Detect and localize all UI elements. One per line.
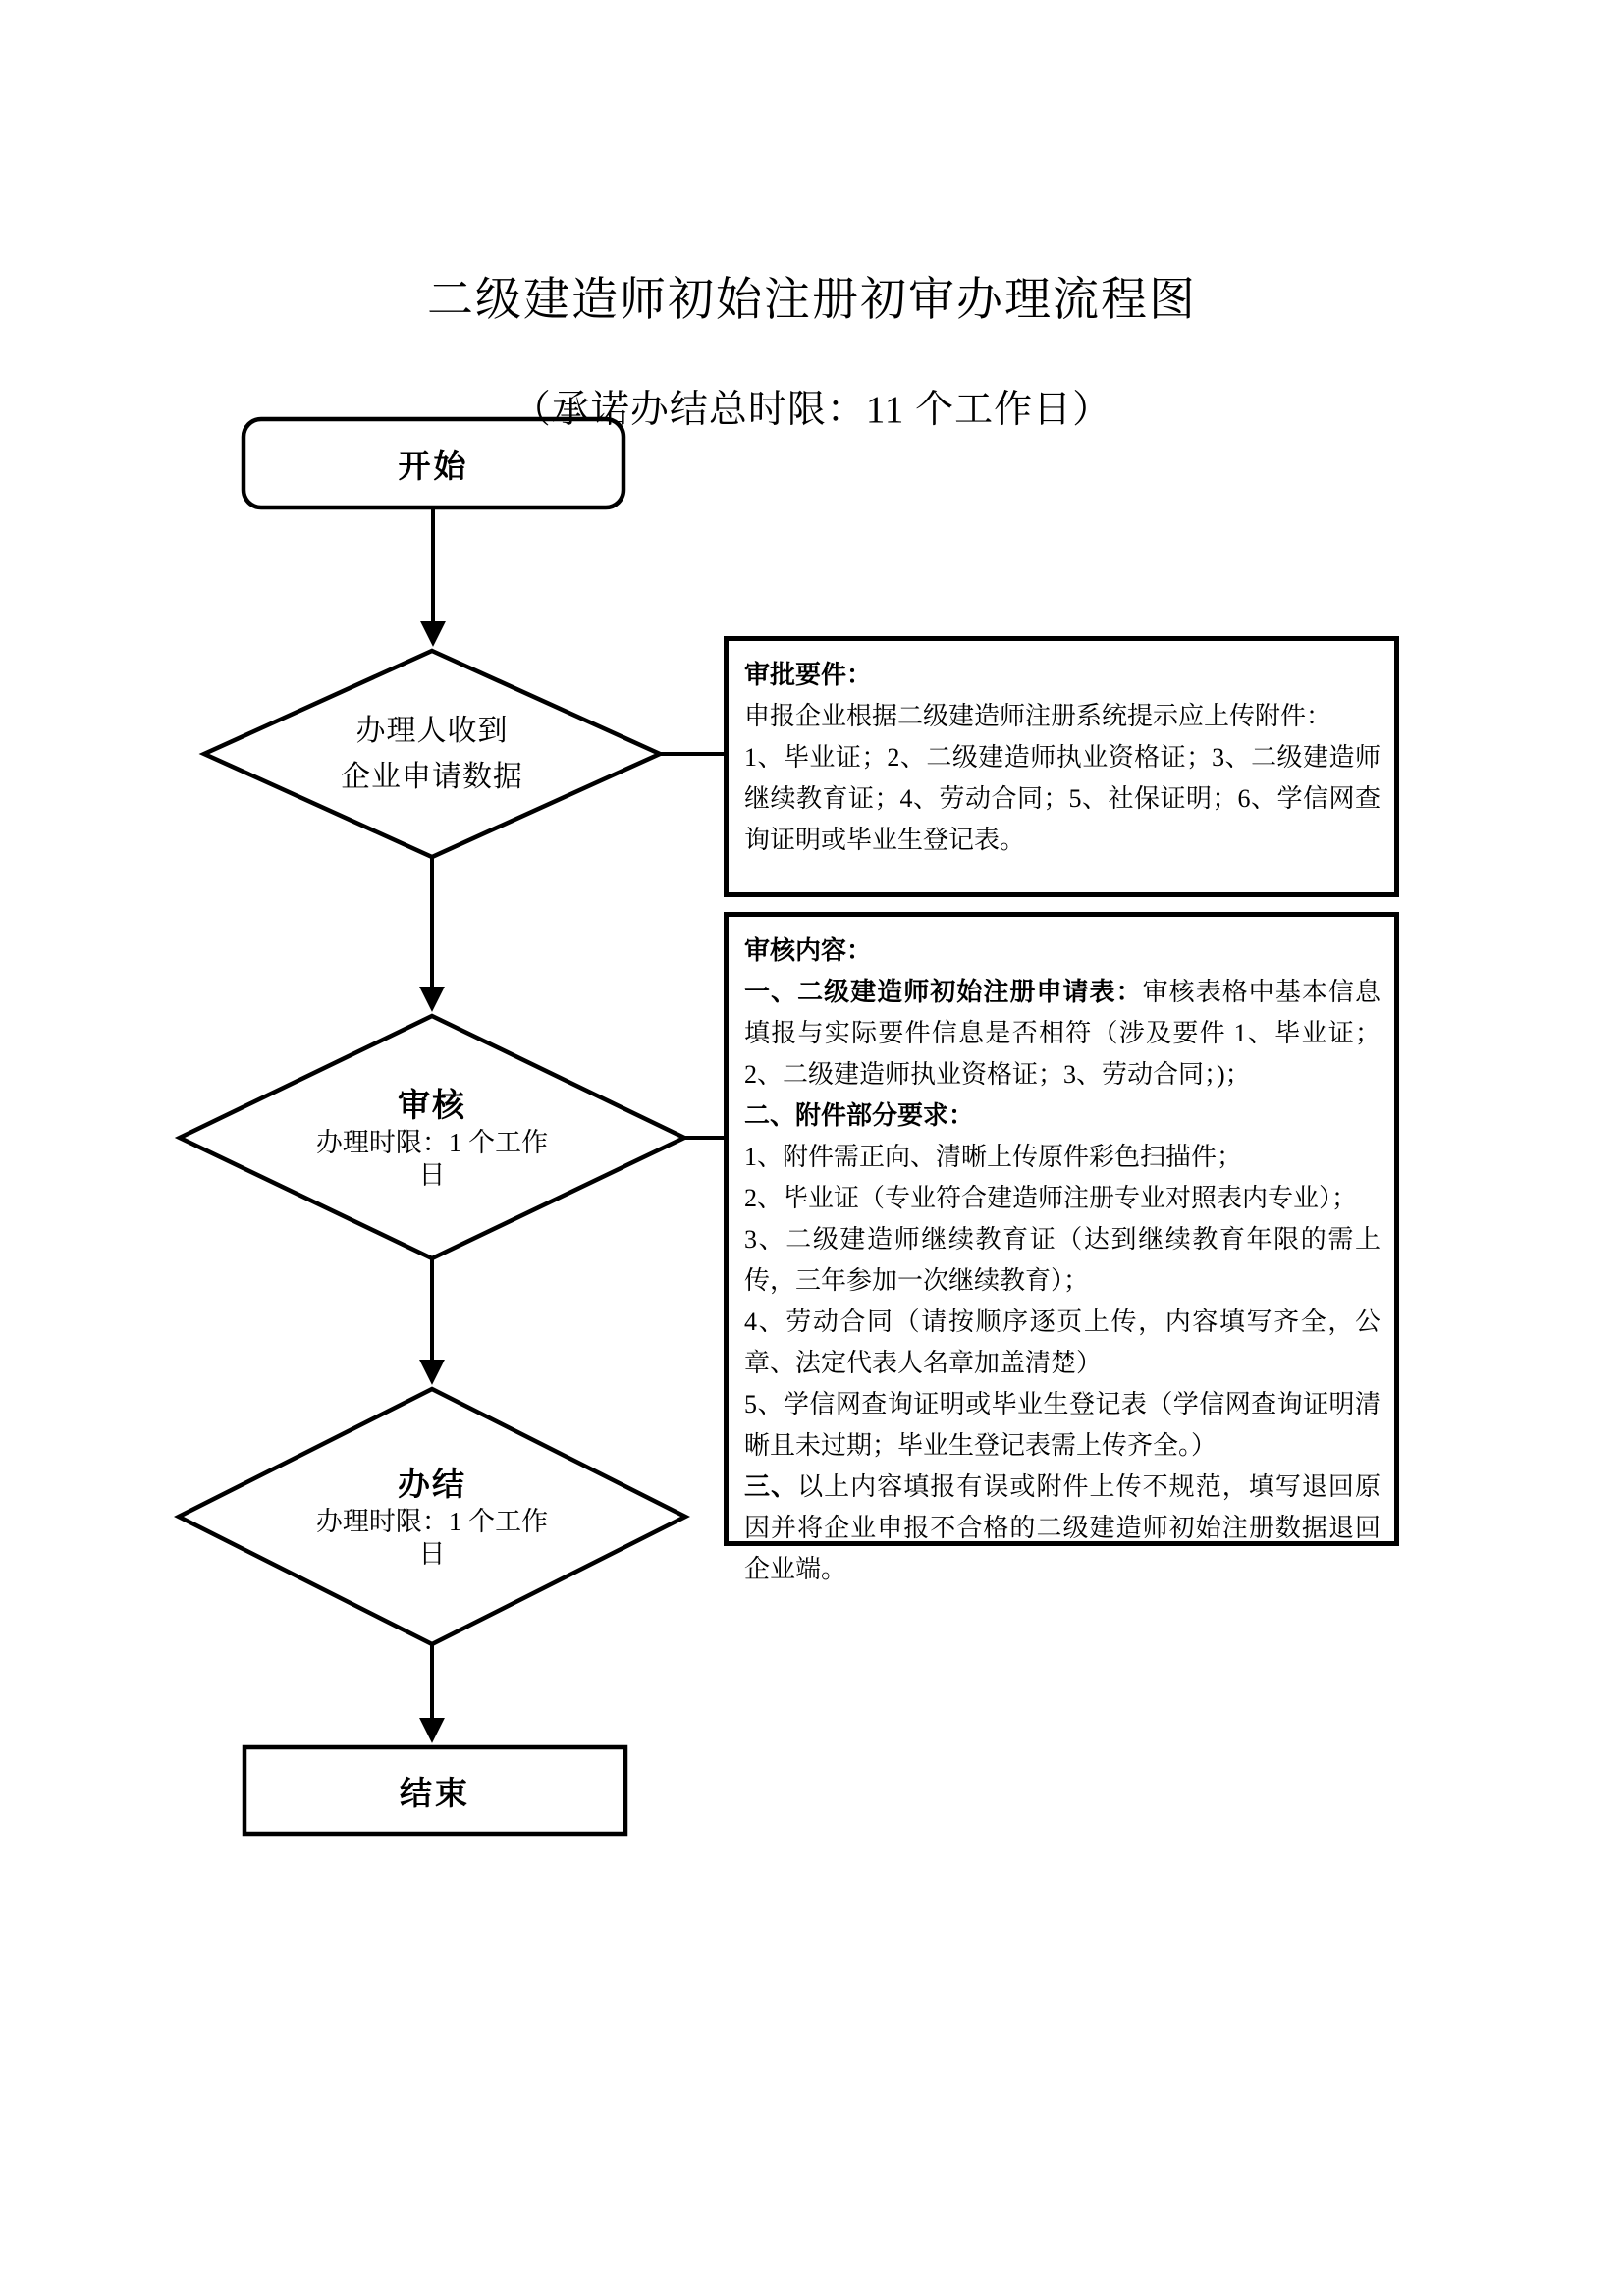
review-node-title: 审核 [398, 1089, 466, 1124]
receive-node-line1: 办理人收到 [355, 715, 509, 747]
complete-node-title: 办结 [398, 1468, 466, 1503]
approval-box-intro: 申报企业根据二级建造师注册系统提示应上传附件： [744, 702, 1332, 730]
review-box-section3-text: 以上内容填报有误或附件上传不规范，填写退回原因并将企业申报不合格的二级建造师初始注册数据退回企业端。 [744, 1472, 1380, 1583]
complete-node-label [216, 1464, 648, 1572]
review-content-box [724, 912, 1399, 1583]
complete-node-limit-line1: 办理时限：1 个工作 [315, 1507, 549, 1536]
complete-node-limit-line2: 日 [418, 1539, 446, 1569]
review-box-section3-title: 三、 [744, 1472, 798, 1501]
start-node-label: 开始 [398, 449, 469, 485]
page-title: 二级建造师初始注册初审办理流程图 [427, 275, 1197, 326]
page-subtitle: （承诺办结总时限：11 个工作日） [512, 389, 1112, 431]
review-box-attachment-item: 5、学信网查询证明或毕业生登记表（学信网查询证明清晰且未过期；毕业生登记表需上传齐全。） [744, 1390, 1380, 1460]
receive-node-label [236, 705, 628, 803]
approval-box-items: 1、毕业证；2、二级建造师执业资格证；3、二级建造师继续教育证；4、劳动合同；5、社保证明；6、学信网查询证明或毕业生登记表。 [744, 743, 1380, 854]
receive-node-line2: 企业申请数据 [341, 761, 523, 793]
review-box-attachment-item: 3、二级建造师继续教育证（达到继续教育年限的需上传，三年参加一次继续教育）； [744, 1225, 1380, 1295]
review-node-limit-line1: 办理时限：1 个工作 [315, 1128, 549, 1157]
review-node-label [216, 1085, 648, 1193]
review-box-attachment-item: 2、毕业证（专业符合建造师注册专业对照表内专业）； [744, 1184, 1358, 1212]
review-box-section1 [744, 972, 1380, 1095]
review-box-section1-title: 一、二级建造师初始注册申请表： [744, 978, 1143, 1006]
review-box-attachment-item: 1、附件需正向、清晰上传原件彩色扫描件； [744, 1143, 1243, 1171]
end-node-label: 结束 [400, 1776, 470, 1812]
approval-requirements-box [724, 636, 1399, 897]
approval-box-heading: 审批要件： [744, 661, 873, 689]
review-box-section1-text: 审核表格中基本信息填报与实际要件信息是否相符（涉及要件 1、毕业证；2、二级建造师执业资格证；3、劳动合同；)； [744, 978, 1380, 1089]
review-box-section3 [744, 1467, 1380, 1590]
review-box-heading: 审核内容： [744, 936, 873, 965]
review-box-attachment-item: 4、劳动合同（请按顺序逐页上传，内容填写齐全，公章、法定代表人名章加盖清楚） [744, 1308, 1380, 1377]
review-box-section2-title: 二、附件部分要求： [744, 1101, 975, 1130]
review-node-limit-line2: 日 [418, 1160, 446, 1190]
